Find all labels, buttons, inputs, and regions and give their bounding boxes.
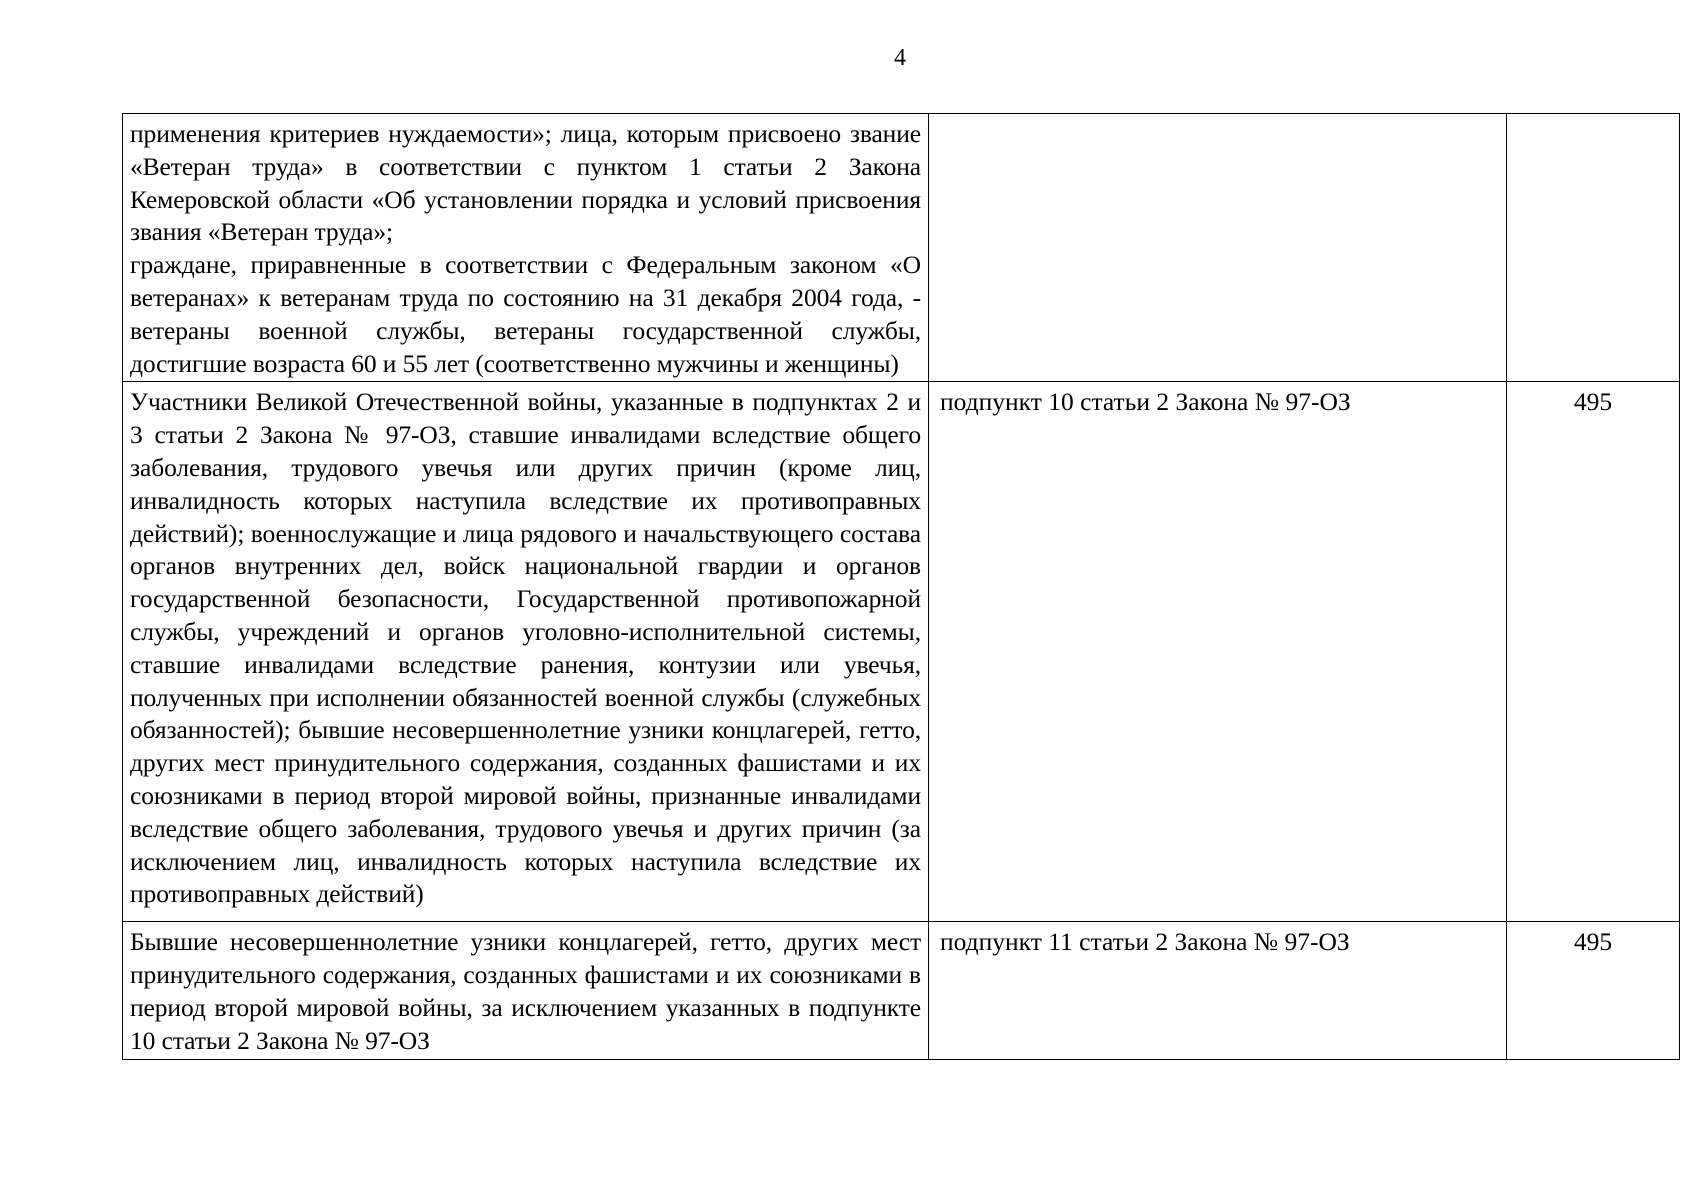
description-paragraph: граждане, приравненные в соответствии с Федеральным законом «О ветеранах» к ветеранам труда по состоянию на 31 декабря 2004 года, - ветераны военной службы, ветераны государственной службы, достигшие возраста 60 и 55 лет (соответственно мужчины и женщины) xyxy=(130,250,921,378)
benefits-table xyxy=(122,113,1680,1060)
category-description-cell xyxy=(123,382,929,922)
amount-cell: 495 xyxy=(1507,922,1680,1059)
table-row xyxy=(123,382,1680,922)
category-description-cell xyxy=(123,114,929,382)
category-description-cell xyxy=(123,922,929,1059)
amount-cell xyxy=(1507,114,1680,382)
table-row xyxy=(123,922,1680,1059)
description-paragraph: Бывшие несовершеннолетние узники концлагерей, гетто, других мест принудительного содержания, созданных фашистами и их союзниками в период второй мировой войны, за исключением указанных в подпункте 10 статьи 2 Закона № 97-ОЗ xyxy=(130,927,921,1055)
amount-cell: 495 xyxy=(1507,382,1680,922)
table-row xyxy=(123,114,1680,382)
description-paragraph: Участники Великой Отечественной войны, указанные в подпунктах 2 и 3 статьи 2 Закона № 97-ОЗ, ставшие инвалидами вследствие общего заболевания, трудового увечья или других причин (кроме лиц, инвалидность которых наступила вследствие их противоправных действий); военнослужащие и лица рядового и начальствующего состава органов внутренних дел, войск национальной гвардии и органов государственной безопасности, Государственной противопожарной службы, учреждений и органов уголовно-исполнительной системы, ставшие инвалидами вследствие ранения, контузии или увечья, полученных при исполнении обязанностей военной службы (служебных обязанностей); бывшие несовершеннолетние узники концлагерей, гетто, других мест принудительного содержания, созданных фашистами и их союзниками в период второй мировой войны, признанные инвалидами вследствие общего заболевания, трудового увечья и других причин (за исключением лиц, инвалидность которых наступила вследствие их противоправных действий) xyxy=(130,387,921,909)
description-paragraph: применения критериев нуждаемости»; лица, которым присвоено звание «Ветеран труда» в соответствии с пунктом 1 статьи 2 Закона Кемеровской области «Об установлении порядка и условий присвоения звания «Ветеран труда»; xyxy=(130,119,921,247)
legal-basis-cell: подпункт 10 статьи 2 Закона № 97-ОЗ xyxy=(929,382,1507,922)
legal-basis-cell: подпункт 11 статьи 2 Закона № 97-ОЗ xyxy=(929,922,1507,1059)
legal-basis-cell xyxy=(929,114,1507,382)
page-number: 4 xyxy=(894,45,906,71)
